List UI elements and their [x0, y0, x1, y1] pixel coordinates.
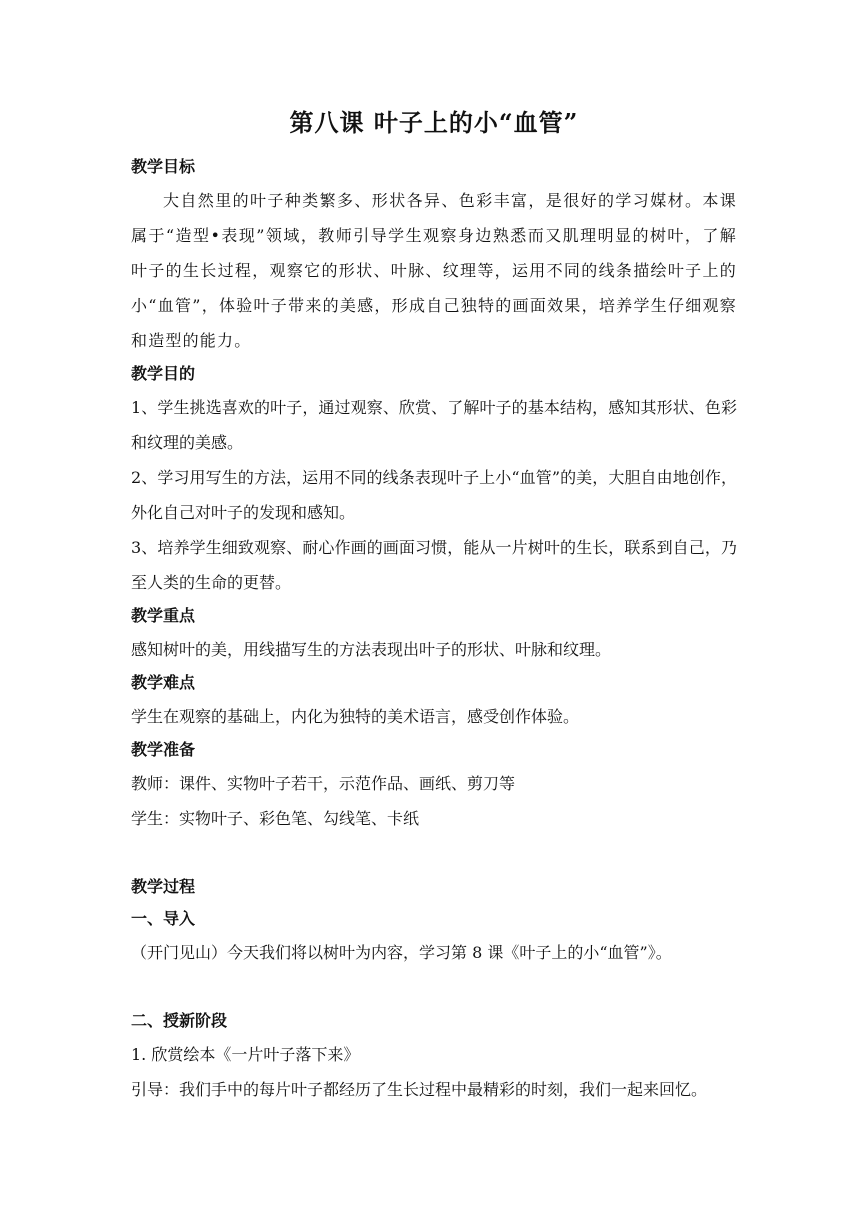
preparation-heading: 教学准备: [131, 740, 196, 759]
lesson-title: 第八课 叶子上的小“血管”: [289, 108, 579, 137]
purpose-item-3: 3、培养学生细致观察、耐心作画的画面习惯，能从一片树叶的生长，联系到自己，乃至人类的生命的更替。: [131, 538, 737, 592]
purpose-item-1: 1、学生挑选喜欢的叶子，通过观察、欣赏、了解叶子的基本结构，感知其形状、色彩和纹理的美感。: [131, 398, 737, 452]
preparation-teacher: 教师：课件、实物叶子若干，示范作品、画纸、剪刀等: [131, 774, 516, 793]
intro-heading: 一、导入: [131, 909, 196, 928]
purpose-item-2: 2、学习用写生的方法，运用不同的线条表现叶子上小“血管”的美，大胆自由地创作，外化自己对叶子的发现和感知。: [131, 468, 737, 522]
purpose-heading: 教学目的: [131, 364, 196, 383]
blank-line: [131, 836, 737, 871]
new-lesson-heading: 二、授新阶段: [131, 1011, 228, 1030]
blank-line: [131, 970, 737, 1005]
difficulty-text: 学生在观察的基础上，内化为独特的美术语言，感受创作体验。: [131, 707, 580, 726]
key-points-text: 感知树叶的美，用线描写生的方法表现出叶子的形状、叶脉和纹理。: [131, 640, 612, 659]
preparation-student: 学生：实物叶子、彩色笔、勾线笔、卡纸: [131, 809, 420, 828]
new-lesson-item-1: 1. 欣赏绘本《一片叶子落下来》: [131, 1045, 360, 1064]
process-heading: 教学过程: [131, 877, 196, 896]
goals-paragraph: 大自然里的叶子种类繁多、形状各异、色彩丰富，是很好的学习媒材。本课属于“造型•表现”领域，教师引导学生观察身边熟悉而又肌理明显的树叶，了解叶子的生长过程，观察它的形状、叶脉、纹理等，运用不同的线条描绘叶子上的小“血管”，体验叶子带来的美感，形成自己独特的画面效果，培养学生仔细观察和造型的能力。: [131, 191, 737, 350]
new-lesson-guide: 引导：我们手中的每片叶子都经历了生长过程中最精彩的时刻，我们一起来回忆。: [131, 1080, 708, 1099]
intro-text: （开门见山）今天我们将以树叶为内容，学习第 8 课《叶子上的小“血管”》。: [131, 943, 672, 962]
key-points-heading: 教学重点: [131, 606, 196, 625]
document-body: [131, 103, 737, 1107]
goals-heading: 教学目标: [131, 157, 196, 176]
difficulty-heading: 教学难点: [131, 673, 196, 692]
